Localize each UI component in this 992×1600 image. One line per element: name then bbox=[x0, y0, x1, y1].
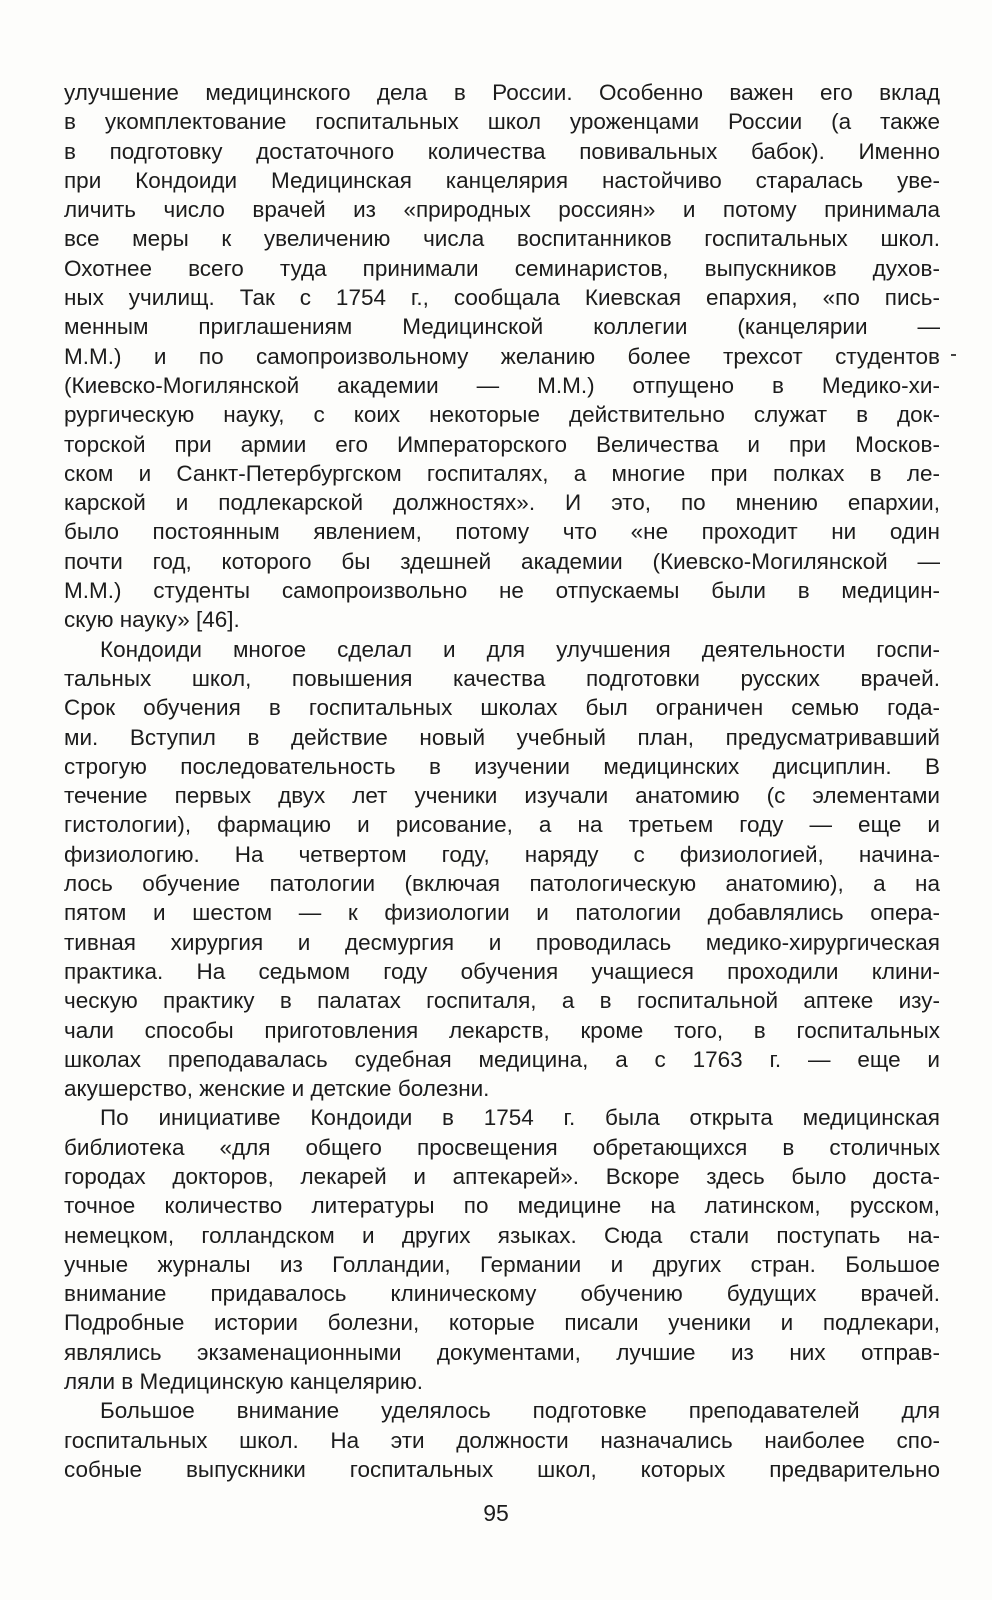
text-line: рургическую науку, с коих некоторые действительно служат в док- bbox=[64, 402, 940, 428]
text-line: чали способы приготовления лекарств, кроме того, в госпитальных bbox=[64, 1017, 940, 1043]
text-line: немецком, голландском и других языках. Сюда стали поступать на- bbox=[64, 1222, 940, 1248]
text-line: гистологии), фармацию и рисование, а на третьем году — еще и bbox=[64, 812, 940, 838]
text-line: являлись экзаменационными документами, лучшие из них отправ- bbox=[64, 1339, 940, 1365]
text-line: По инициативе Кондоиди в 1754 г. была открыта медицинская bbox=[100, 1105, 940, 1131]
text-line: пятом и шестом — к физиологии и патологии добавлялись опера- bbox=[64, 900, 940, 926]
text-line: ческую практику в палатах госпиталя, а в госпитальной аптеке изу- bbox=[64, 988, 940, 1014]
text-line: М.М.) и по самопроизвольному желанию более трехсот студентов bbox=[64, 343, 940, 369]
text-line: течение первых двух лет ученики изучали анатомию (с элементами bbox=[64, 783, 940, 809]
text-line: ском и Санкт-Петербургском госпиталях, а многие при полках в ле- bbox=[64, 460, 940, 486]
text-line: тальных школ, повышения качества подготовки русских врачей. bbox=[64, 665, 940, 691]
text-line: менным приглашениям Медицинской коллегии (канцелярии — bbox=[64, 314, 940, 340]
text-line: при Кондоиди Медицинская канцелярия настойчиво старалась уве- bbox=[64, 167, 940, 193]
text-line: внимание придавалось клиническому обучению будущих врачей. bbox=[64, 1281, 940, 1307]
text-line: М.М.) студенты самопроизвольно не отпускаемы были в медицин- bbox=[64, 578, 940, 604]
text-line: торской при армии его Императорского Величества и при Москов- bbox=[64, 431, 940, 457]
text-line: библиотека «для общего просвещения обретающихся в столичных bbox=[64, 1134, 940, 1160]
text-line: школах преподавалась судебная медицина, а с 1763 г. — еще и bbox=[64, 1046, 940, 1072]
text-line: Охотнее всего туда принимали семинаристов, выпускников духов- bbox=[64, 255, 940, 281]
text-line: городах докторов, лекарей и аптекарей». Вскоре здесь было доста- bbox=[64, 1163, 940, 1189]
text-line: ных училищ. Так с 1754 г., сообщала Киевская епархия, «по пись- bbox=[64, 285, 940, 311]
text-line: улучшение медицинского дела в России. Особенно важен его вклад bbox=[64, 80, 940, 105]
margin-mark bbox=[951, 354, 956, 356]
text-line: все меры к увеличению числа воспитанников госпитальных школ. bbox=[64, 226, 940, 252]
text-line: ляли в Медицинскую канцелярию. bbox=[64, 1369, 423, 1395]
text-line: практика. На седьмом году обучения учащиеся проходили клини- bbox=[64, 958, 940, 984]
page-number: 95 bbox=[483, 1500, 509, 1526]
text-line: точное количество литературы по медицине на латинском, русском, bbox=[64, 1193, 940, 1219]
text-line: (Киевско-Могилянской академии — М.М.) отпущено в Медико-хи- bbox=[64, 372, 940, 398]
text-line: почти год, которого бы здешней академии (Киевско-Могилянской — bbox=[64, 548, 940, 574]
text-line: Срок обучения в госпитальных школах был ограничен семью года- bbox=[64, 695, 940, 721]
text-line: было постоянным явлением, потому что «не проходит ни один bbox=[64, 519, 940, 545]
text-line: скую науку» [46]. bbox=[64, 607, 240, 633]
text-line: тивная хирургия и десмургия и проводилась медико-хирургическая bbox=[64, 929, 940, 955]
text-line: в подготовку достаточного количества повивальных бабок). Именно bbox=[64, 138, 940, 164]
text-line: лось обучение патологии (включая патологическую анатомию), а на bbox=[64, 871, 940, 897]
text-line: госпитальных школ. На эти должности назначались наиболее спо- bbox=[64, 1427, 940, 1453]
text-line: собные выпускники госпитальных школ, которых предварительно bbox=[64, 1456, 940, 1482]
text-line: личить число врачей из «природных россиян» и потому принимала bbox=[64, 197, 940, 223]
text-line: Кондоиди многое сделал и для улучшения деятельности госпи- bbox=[100, 636, 940, 662]
body-text bbox=[64, 78, 940, 1484]
text-line: в укомплектование госпитальных школ уроженцами России (а также bbox=[64, 109, 940, 135]
text-line: физиологию. На четвертом году, наряду с физиологией, начина- bbox=[64, 841, 940, 867]
text-line: учные журналы из Голландии, Германии и других стран. Большое bbox=[64, 1251, 940, 1277]
text-line: карской и подлекарской должностях». И это, по мнению епархии, bbox=[64, 490, 940, 516]
text-line: ми. Вступил в действие новый учебный план, предусматривавший bbox=[64, 724, 940, 750]
text-line: Подробные истории болезни, которые писали ученики и подлекари, bbox=[64, 1310, 940, 1336]
text-line: Большое внимание уделялось подготовке преподавателей для bbox=[100, 1398, 940, 1424]
text-line: акушерство, женские и детские болезни. bbox=[64, 1076, 490, 1102]
text-line: строгую последовательность в изучении медицинских дисциплин. В bbox=[64, 753, 940, 779]
